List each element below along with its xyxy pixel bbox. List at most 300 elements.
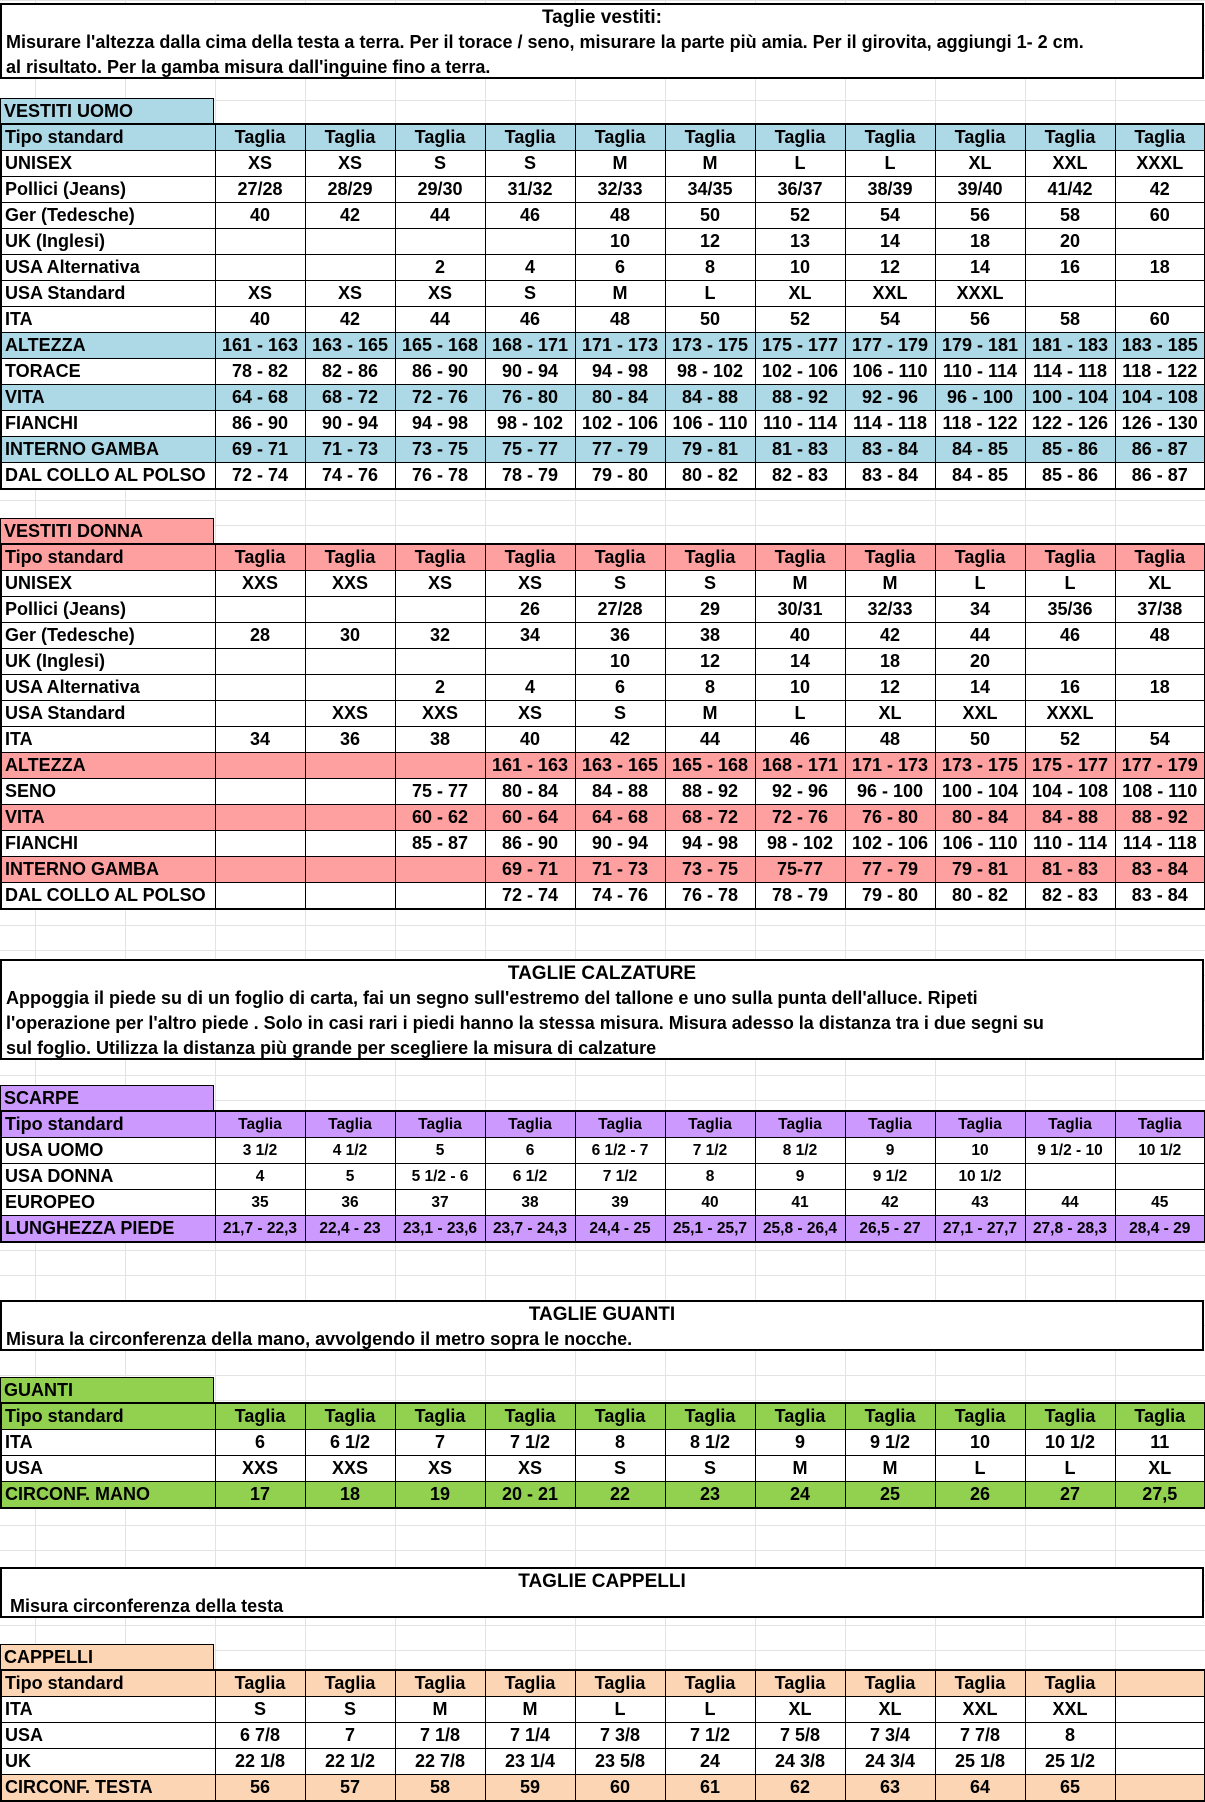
table-cell: 177 - 179 <box>845 333 935 359</box>
table-row <box>1 831 1205 857</box>
table-cell: 6 <box>215 1430 305 1456</box>
table-cell: S <box>395 151 485 177</box>
guanti-size-table <box>0 1402 1205 1509</box>
table-row <box>1 1111 1205 1138</box>
table-cell: 16 <box>1025 255 1115 281</box>
table-cell: 28,4 - 29 <box>1115 1216 1205 1243</box>
table-cell: 106 - 110 <box>665 411 755 437</box>
row-label: UK (Inglesi) <box>1 229 215 255</box>
table-cell: 8 <box>665 255 755 281</box>
table-cell <box>1115 1697 1205 1723</box>
table-cell: 177 - 179 <box>1115 753 1205 779</box>
table-cell: 9 1/2 <box>845 1164 935 1190</box>
table-cell: 3 1/2 <box>215 1138 305 1164</box>
table-cell: 72 - 76 <box>395 385 485 411</box>
table-cell <box>215 649 305 675</box>
table-cell: 126 - 130 <box>1115 411 1205 437</box>
table-cell: Taglia <box>215 1111 305 1138</box>
table-cell: M <box>575 151 665 177</box>
table-cell: Taglia <box>665 1111 755 1138</box>
table-cell: 88 - 92 <box>1115 805 1205 831</box>
table-cell: Taglia <box>1115 1403 1205 1430</box>
table-cell: 37/38 <box>1115 597 1205 623</box>
table-cell: 5 1/2 - 6 <box>395 1164 485 1190</box>
table-cell: 85 - 87 <box>395 831 485 857</box>
table-cell: 86 - 90 <box>485 831 575 857</box>
row-label: USA Standard <box>1 281 215 307</box>
table-cell: 30/31 <box>755 597 845 623</box>
table-cell: 78 - 82 <box>215 359 305 385</box>
table-cell: 32 <box>395 623 485 649</box>
table-cell: 10 1/2 <box>1025 1430 1115 1456</box>
table-cell: 79 - 81 <box>665 437 755 463</box>
table-cell: 22 <box>575 1482 665 1509</box>
table-cell: XS <box>215 281 305 307</box>
table-cell: 79 - 80 <box>575 463 665 490</box>
table-cell: Taglia <box>755 1111 845 1138</box>
table-cell: XXS <box>305 1456 395 1482</box>
guanti-note <box>0 1300 1204 1351</box>
cappelli-note <box>0 1567 1204 1618</box>
table-row <box>1 649 1205 675</box>
table-cell: 11 <box>1115 1430 1205 1456</box>
table-cell: 6 1/2 <box>485 1164 575 1190</box>
table-cell: 165 - 168 <box>665 753 755 779</box>
table-cell: L <box>1025 571 1115 597</box>
table-cell: Taglia <box>395 1111 485 1138</box>
table-cell: 168 - 171 <box>485 333 575 359</box>
table-cell: 46 <box>485 307 575 333</box>
table-row <box>1 779 1205 805</box>
table-cell: 20 <box>935 649 1025 675</box>
row-label: USA UOMO <box>1 1138 215 1164</box>
table-cell: 41 <box>755 1190 845 1216</box>
table-cell: 114 - 118 <box>1115 831 1205 857</box>
table-cell: 6 1/2 <box>305 1430 395 1456</box>
table-cell: 98 - 102 <box>485 411 575 437</box>
table-cell: 12 <box>665 649 755 675</box>
table-cell <box>305 649 395 675</box>
table-cell: 40 <box>665 1190 755 1216</box>
table-cell: 102 - 106 <box>575 411 665 437</box>
table-cell: 83 - 84 <box>845 437 935 463</box>
guanti-title: TAGLIE GUANTI <box>528 1304 676 1325</box>
table-cell: 85 - 86 <box>1025 437 1115 463</box>
table-cell: L <box>665 281 755 307</box>
table-cell: 79 - 81 <box>935 857 1025 883</box>
table-row <box>1 1216 1205 1243</box>
table-cell: 54 <box>1115 727 1205 753</box>
table-cell: Taglia <box>395 544 485 571</box>
table-cell: 171 - 173 <box>845 753 935 779</box>
table-cell: 86 - 90 <box>395 359 485 385</box>
table-cell: 84 - 85 <box>935 437 1025 463</box>
table-cell: 52 <box>755 203 845 229</box>
table-cell: 18 <box>305 1482 395 1509</box>
table-cell: 34 <box>935 597 1025 623</box>
table-cell: Taglia <box>575 1403 665 1430</box>
table-cell <box>1115 1775 1205 1802</box>
table-cell <box>1115 1723 1205 1749</box>
table-cell: Taglia <box>845 1670 935 1697</box>
table-cell: 35/36 <box>1025 597 1115 623</box>
table-cell: 28/29 <box>305 177 395 203</box>
table-cell: 25,1 - 25,7 <box>665 1216 755 1243</box>
table-row <box>1 675 1205 701</box>
row-label: Tipo standard <box>1 544 215 571</box>
table-cell: Taglia <box>935 544 1025 571</box>
row-label: Ger (Tedesche) <box>1 623 215 649</box>
scarpe-size-table <box>0 1110 1205 1243</box>
table-cell <box>305 831 395 857</box>
table-cell: 75 - 77 <box>485 437 575 463</box>
table-cell: 94 - 98 <box>665 831 755 857</box>
row-label: TORACE <box>1 359 215 385</box>
table-cell: XS <box>305 151 395 177</box>
table-cell: Taglia <box>575 544 665 571</box>
table-cell: 40 <box>485 727 575 753</box>
table-cell: Taglia <box>665 1670 755 1697</box>
table-row <box>1 1670 1205 1697</box>
table-cell: 77 - 79 <box>575 437 665 463</box>
table-cell: 23,7 - 24,3 <box>485 1216 575 1243</box>
table-cell: XXS <box>305 571 395 597</box>
guanti-section-label: GUANTI <box>0 1377 214 1402</box>
table-cell: 40 <box>215 307 305 333</box>
row-label: Tipo standard <box>1 1403 215 1430</box>
table-cell: 48 <box>845 727 935 753</box>
row-label: DAL COLLO AL POLSO <box>1 883 215 910</box>
table-cell: Taglia <box>1025 124 1115 151</box>
table-cell: 12 <box>845 255 935 281</box>
table-cell: 82 - 83 <box>755 463 845 490</box>
table-cell: 43 <box>935 1190 1025 1216</box>
calzature-line: l'operazione per l'altro piede . Solo in casi rari i piedi hanno la stessa misura. Misura adesso la distanza tra i due segni su <box>6 1013 1044 1033</box>
table-row <box>1 753 1205 779</box>
table-cell <box>1115 1670 1205 1697</box>
table-cell: 69 - 71 <box>485 857 575 883</box>
table-cell: Taglia <box>845 1111 935 1138</box>
table-cell: 4 <box>215 1164 305 1190</box>
table-row <box>1 1723 1205 1749</box>
table-cell: Taglia <box>395 124 485 151</box>
table-cell: M <box>845 571 935 597</box>
table-cell: 44 <box>1025 1190 1115 1216</box>
table-cell: 73 - 75 <box>395 437 485 463</box>
table-cell: Taglia <box>1025 1670 1115 1697</box>
table-cell <box>215 701 305 727</box>
table-cell: 24 3/4 <box>845 1749 935 1775</box>
table-cell: S <box>665 571 755 597</box>
table-cell: 26 <box>935 1482 1025 1509</box>
table-cell: Taglia <box>215 544 305 571</box>
table-cell: 88 - 92 <box>665 779 755 805</box>
table-cell <box>215 255 305 281</box>
table-cell: 18 <box>845 649 935 675</box>
table-cell: 76 - 80 <box>485 385 575 411</box>
table-row <box>1 1749 1205 1775</box>
table-cell: 181 - 183 <box>1025 333 1115 359</box>
table-row <box>1 805 1205 831</box>
table-cell: 60 <box>1115 307 1205 333</box>
table-cell <box>485 649 575 675</box>
table-cell: 76 - 80 <box>845 805 935 831</box>
table-cell: 72 - 74 <box>485 883 575 910</box>
table-cell <box>215 675 305 701</box>
table-cell: 32/33 <box>845 597 935 623</box>
table-cell <box>1115 1164 1205 1190</box>
table-cell: 52 <box>1025 727 1115 753</box>
table-cell: Taglia <box>395 1670 485 1697</box>
table-cell: 60 <box>1115 203 1205 229</box>
table-cell: 10 1/2 <box>1115 1138 1205 1164</box>
row-label: USA <box>1 1456 215 1482</box>
table-row <box>1 1697 1205 1723</box>
table-cell: 118 - 122 <box>1115 359 1205 385</box>
table-cell: 7 1/4 <box>485 1723 575 1749</box>
table-cell: XS <box>395 281 485 307</box>
table-cell: XS <box>485 1456 575 1482</box>
row-label: UK <box>1 1749 215 1775</box>
table-row <box>1 124 1205 151</box>
table-cell <box>1115 1749 1205 1775</box>
row-label: EUROPEO <box>1 1190 215 1216</box>
table-cell: M <box>485 1697 575 1723</box>
table-cell: Taglia <box>845 124 935 151</box>
table-cell: M <box>665 151 755 177</box>
table-cell: XXXL <box>1115 151 1205 177</box>
table-cell <box>395 857 485 883</box>
table-cell: 16 <box>1025 675 1115 701</box>
table-cell <box>1025 649 1115 675</box>
table-cell: 40 <box>755 623 845 649</box>
table-row <box>1 883 1205 910</box>
table-cell: 76 - 78 <box>395 463 485 490</box>
table-cell: 88 - 92 <box>755 385 845 411</box>
table-cell <box>305 857 395 883</box>
table-cell: 110 - 114 <box>1025 831 1115 857</box>
table-cell: 44 <box>395 203 485 229</box>
table-cell: Taglia <box>1115 544 1205 571</box>
table-cell: 6 <box>485 1138 575 1164</box>
table-cell <box>395 649 485 675</box>
table-cell: Taglia <box>305 1670 395 1697</box>
table-cell: Taglia <box>485 1670 575 1697</box>
table-cell: 108 - 110 <box>1115 779 1205 805</box>
row-label: CIRCONF. TESTA <box>1 1775 215 1802</box>
table-cell: 23 1/4 <box>485 1749 575 1775</box>
calzature-line: Appoggia il piede su di un foglio di carta, fai un segno sull'estremo del tallone e uno sulla punta dell'alluce. Ripeti <box>6 988 978 1008</box>
table-cell <box>215 831 305 857</box>
table-cell: Taglia <box>755 1403 845 1430</box>
table-cell: 10 <box>575 229 665 255</box>
row-label: SENO <box>1 779 215 805</box>
table-cell: S <box>485 151 575 177</box>
table-row <box>1 1430 1205 1456</box>
table-cell: XS <box>215 151 305 177</box>
table-cell: 20 - 21 <box>485 1482 575 1509</box>
table-cell: 56 <box>935 203 1025 229</box>
table-cell: 6 1/2 - 7 <box>575 1138 665 1164</box>
table-cell: 9 1/2 <box>845 1430 935 1456</box>
table-cell: Taglia <box>1025 1111 1115 1138</box>
table-cell: 8 <box>665 1164 755 1190</box>
table-cell: Taglia <box>305 1111 395 1138</box>
table-cell: 58 <box>395 1775 485 1802</box>
table-cell: 34 <box>485 623 575 649</box>
table-cell: 110 - 114 <box>755 411 845 437</box>
table-cell: 44 <box>395 307 485 333</box>
table-cell: 163 - 165 <box>575 753 665 779</box>
table-cell: 60 - 64 <box>485 805 575 831</box>
table-cell: Taglia <box>305 1403 395 1430</box>
table-cell <box>395 229 485 255</box>
cappelli-title: TAGLIE CAPPELLI <box>518 1571 686 1592</box>
table-cell: XL <box>755 281 845 307</box>
table-cell: 163 - 165 <box>305 333 395 359</box>
table-cell: 8 1/2 <box>755 1138 845 1164</box>
table-cell: 42 <box>845 623 935 649</box>
table-cell: 14 <box>845 229 935 255</box>
table-cell <box>305 779 395 805</box>
table-cell: Taglia <box>755 1670 845 1697</box>
cappelli-section-label: CAPPELLI <box>0 1644 214 1669</box>
table-cell: 68 - 72 <box>305 385 395 411</box>
table-cell: XL <box>755 1697 845 1723</box>
table-cell: 27/28 <box>575 597 665 623</box>
table-cell: 42 <box>305 203 395 229</box>
table-cell: 161 - 163 <box>485 753 575 779</box>
table-cell: Taglia <box>305 124 395 151</box>
table-cell: Taglia <box>1115 1111 1205 1138</box>
table-cell: 2 <box>395 255 485 281</box>
table-cell: 98 - 102 <box>665 359 755 385</box>
table-cell: XS <box>395 1456 485 1482</box>
table-cell <box>215 883 305 910</box>
table-cell: 18 <box>935 229 1025 255</box>
row-label: FIANCHI <box>1 411 215 437</box>
table-cell: Taglia <box>665 1403 755 1430</box>
table-cell: 27 <box>1025 1482 1115 1509</box>
table-cell: XXXL <box>935 281 1025 307</box>
table-cell: 7 1/2 <box>575 1164 665 1190</box>
table-cell: 8 1/2 <box>665 1430 755 1456</box>
table-cell <box>215 779 305 805</box>
table-cell: 22,4 - 23 <box>305 1216 395 1243</box>
table-cell: 10 1/2 <box>935 1164 1025 1190</box>
table-cell: 52 <box>755 307 845 333</box>
table-cell: 83 - 84 <box>1115 857 1205 883</box>
row-label: INTERNO GAMBA <box>1 437 215 463</box>
donna-size-table <box>0 543 1205 910</box>
table-cell: 28 <box>215 623 305 649</box>
table-cell: 10 <box>755 675 845 701</box>
table-cell: 86 - 87 <box>1115 463 1205 490</box>
table-cell: 81 - 83 <box>1025 857 1115 883</box>
table-cell: 12 <box>665 229 755 255</box>
table-cell: 63 <box>845 1775 935 1802</box>
table-cell: S <box>485 281 575 307</box>
table-cell: 14 <box>935 255 1025 281</box>
table-cell: 10 <box>935 1138 1025 1164</box>
table-cell: 9 <box>845 1138 935 1164</box>
table-cell: 25,8 - 26,4 <box>755 1216 845 1243</box>
table-cell: 58 <box>1025 307 1115 333</box>
table-cell: 38 <box>395 727 485 753</box>
table-cell: 72 - 74 <box>215 463 305 490</box>
table-cell: 30 <box>305 623 395 649</box>
table-cell: 34/35 <box>665 177 755 203</box>
table-cell <box>395 597 485 623</box>
table-cell: 58 <box>1025 203 1115 229</box>
table-cell: 102 - 106 <box>845 831 935 857</box>
table-cell: 23 5/8 <box>575 1749 665 1775</box>
table-cell: 7 <box>305 1723 395 1749</box>
uomo-section-label: VESTITI UOMO <box>0 98 214 123</box>
table-cell: 42 <box>305 307 395 333</box>
table-cell: M <box>755 1456 845 1482</box>
table-cell: XXL <box>935 701 1025 727</box>
intro-line: al risultato. Per la gamba misura dall'inguine fino a terra. <box>6 57 491 77</box>
table-cell: 29 <box>665 597 755 623</box>
calzature-line: sul foglio. Utilizza la distanza più grande per scegliere la misura di calzature <box>6 1038 657 1058</box>
table-cell: 80 - 84 <box>575 385 665 411</box>
table-cell: Taglia <box>1025 544 1115 571</box>
table-cell: 90 - 94 <box>575 831 665 857</box>
table-cell: 92 - 96 <box>845 385 935 411</box>
table-cell: XS <box>485 701 575 727</box>
row-label: Pollici (Jeans) <box>1 177 215 203</box>
table-cell: 7 <box>395 1430 485 1456</box>
table-cell <box>305 597 395 623</box>
table-cell: 24 <box>755 1482 845 1509</box>
row-label: Pollici (Jeans) <box>1 597 215 623</box>
table-cell: 179 - 181 <box>935 333 1025 359</box>
table-cell: 86 - 87 <box>1115 437 1205 463</box>
table-cell <box>485 229 575 255</box>
table-cell: 54 <box>845 307 935 333</box>
table-cell: Taglia <box>215 124 305 151</box>
table-cell: 83 - 84 <box>845 463 935 490</box>
table-cell: XXL <box>1025 151 1115 177</box>
row-label: Ger (Tedesche) <box>1 203 215 229</box>
table-cell: 17 <box>215 1482 305 1509</box>
calzature-title: TAGLIE CALZATURE <box>507 963 697 984</box>
table-cell: 36 <box>305 1190 395 1216</box>
table-row <box>1 203 1205 229</box>
table-cell: 35 <box>215 1190 305 1216</box>
table-cell: 114 - 118 <box>1025 359 1115 385</box>
table-cell: 81 - 83 <box>755 437 845 463</box>
table-cell: 62 <box>755 1775 845 1802</box>
table-cell: XL <box>935 151 1025 177</box>
table-row <box>1 571 1205 597</box>
table-cell: L <box>575 1697 665 1723</box>
table-cell: XS <box>395 571 485 597</box>
table-cell: L <box>1025 1456 1115 1482</box>
table-cell: 56 <box>935 307 1025 333</box>
table-cell: 7 1/8 <box>395 1723 485 1749</box>
table-cell: 96 - 100 <box>935 385 1025 411</box>
table-cell <box>1115 649 1205 675</box>
row-label: ALTEZZA <box>1 333 215 359</box>
table-row <box>1 597 1205 623</box>
table-cell: Taglia <box>935 1111 1025 1138</box>
table-cell: 7 5/8 <box>755 1723 845 1749</box>
table-cell: Taglia <box>665 544 755 571</box>
table-cell: 38/39 <box>845 177 935 203</box>
table-cell: Taglia <box>845 544 935 571</box>
